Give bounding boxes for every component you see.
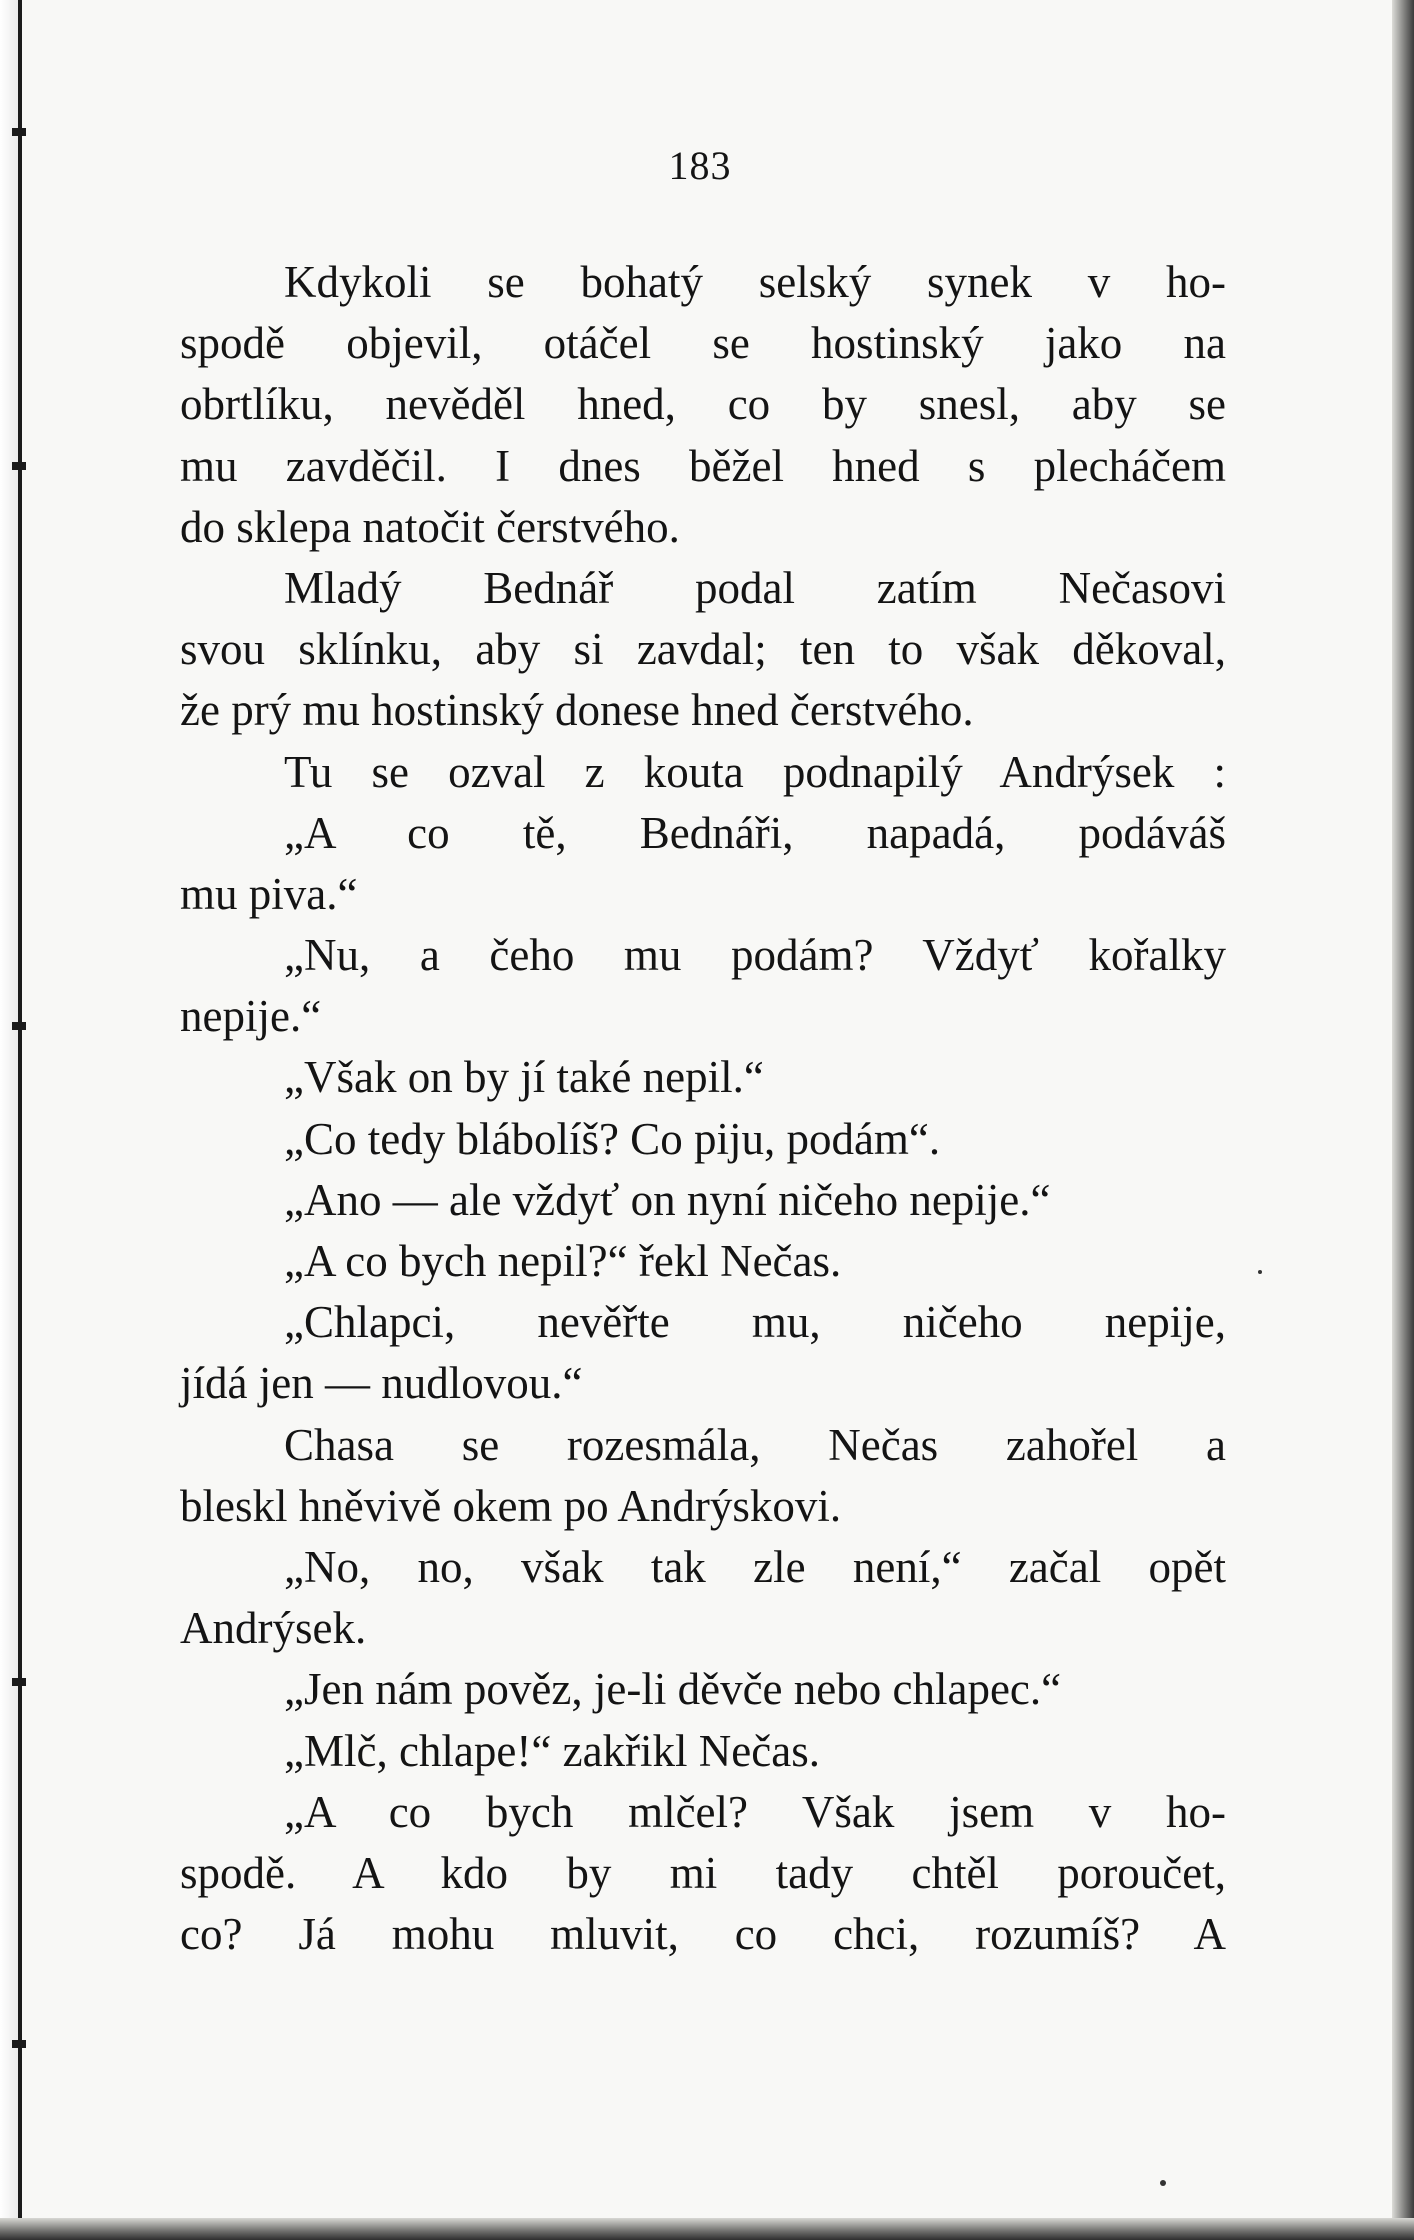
text-line: „A co bych nepil?“ řekl Nečas.	[284, 1236, 842, 1286]
text-line: „Však on by jí také nepil.“	[284, 1052, 764, 1103]
binding-mark	[12, 1022, 26, 1030]
ink-speck	[1258, 1270, 1262, 1274]
binding-mark	[12, 128, 26, 136]
text-line: bleskl hněvivě okem po Andrýskovi.	[180, 1480, 842, 1531]
text-line: Mladý Bednář podal zatím Nečasovi	[284, 562, 1226, 613]
text-line: jídá jen — nudlovou.“	[180, 1358, 583, 1409]
text-line: „Chlapci, nevěřte mu, ničeho nepije,	[284, 1297, 1226, 1348]
text-line: „Ano — ale vždyť on nyní ničeho nepije.“	[284, 1174, 1051, 1225]
page-bottom-edge	[0, 2218, 1414, 2240]
body-text	[180, 252, 1226, 1965]
page-number: 183	[668, 143, 732, 188]
text-line: Kdykoli se bohatý selský synek v ho-	[284, 257, 1226, 307]
text-line: „Mlč, chlape!“ zakřikl Nečas.	[284, 1725, 820, 1776]
text-line: mu zavděčil. I dnes běžel hned s plecháčem	[180, 440, 1226, 491]
text-line: do sklepa natočit čerstvého.	[180, 501, 680, 552]
binding-mark	[12, 462, 26, 470]
text-line: co? Já mohu mluvit, co chci, rozumíš? A	[180, 1909, 1226, 1960]
binding-mark	[12, 1678, 26, 1686]
binding-shadow	[0, 0, 18, 2240]
text-line: Andrýsek.	[180, 1603, 367, 1654]
binding-mark	[12, 2040, 26, 2048]
text-line: spodě. A kdo by mi tady chtěl poroučet,	[180, 1847, 1226, 1898]
text-line: Chasa se rozesmála, Nečas zahořel a	[284, 1419, 1226, 1470]
text-line: nepije.“	[180, 991, 322, 1042]
text-line: obrtlíku, nevěděl hned, co by snesl, aby se	[180, 379, 1226, 430]
text-line: svou sklínku, aby si zavdal; ten to však děkoval,	[180, 624, 1226, 675]
text-line: spodě objevil, otáčel se hostinský jako na	[180, 318, 1226, 369]
text-line: „No, no, však tak zle není,“ začal opět	[284, 1541, 1226, 1592]
text-line: Tu se ozval z kouta podnapilý Andrýsek :	[284, 746, 1226, 797]
text-line: „Nu, a čeho mu podám? Vždyť kořalky	[284, 930, 1226, 981]
text-line: mu piva.“	[180, 868, 358, 919]
text-line: „Jen nám pověz, je-li děvče nebo chlapec.“	[284, 1664, 1062, 1715]
text-line: „Co tedy blábolíš? Co piju, podám“.	[284, 1113, 941, 1164]
text-line: „A co tě, Bednáři, napadá, podáváš	[284, 807, 1226, 858]
page-right-edge	[1392, 0, 1414, 2240]
text-line: že prý mu hostinský donese hned čerstvého.	[180, 685, 974, 736]
text-line: „A co bych mlčel? Však jsem v ho-	[284, 1786, 1226, 1837]
ink-speck	[1160, 2180, 1166, 2186]
page-binding-edge	[18, 0, 22, 2240]
